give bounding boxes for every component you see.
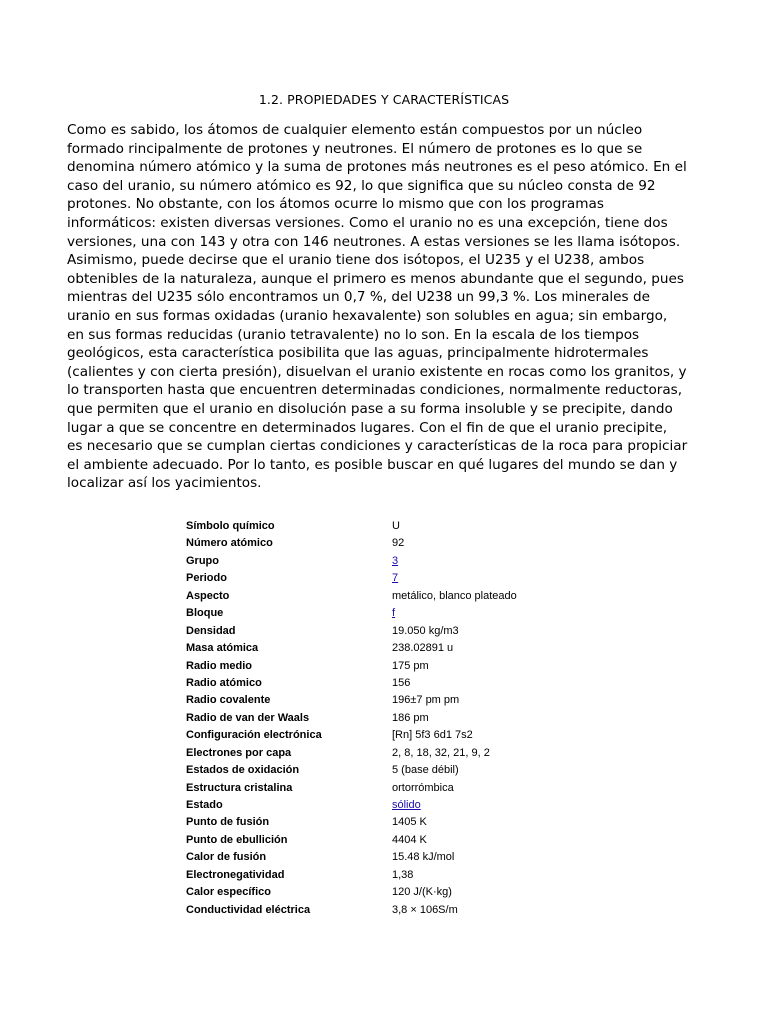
property-value: 238.02891 u: [392, 642, 454, 655]
property-label: Periodo: [186, 572, 227, 585]
property-row: [186, 849, 586, 866]
property-label: Estados de oxidación: [186, 764, 300, 777]
paragraph-line: en sus formas reducidas (uranio tetravalente) no lo son. En la escala de los tiempos: [67, 326, 640, 343]
property-value: 156: [392, 676, 411, 689]
property-value: 2, 8, 18, 32, 21, 9, 2: [392, 746, 490, 759]
property-label: Densidad: [186, 624, 236, 637]
property-value: [392, 570, 398, 587]
property-value: [Rn] 5f3 6d1 7s2: [392, 729, 473, 742]
property-row: [186, 640, 586, 657]
property-label: Radio covalente: [186, 694, 271, 707]
section-heading: 1.2. PROPIEDADES Y CARACTERÍSTICAS: [258, 92, 510, 107]
property-value: 4404 K: [392, 833, 427, 846]
property-row: [186, 745, 586, 762]
property-value: metálico, blanco plateado: [392, 589, 517, 602]
body-paragraph: [67, 121, 703, 493]
paragraph-line: Asimismo, puede decirse que el uranio tiene dos isótopos, el U235 y el U238, ambos: [67, 252, 645, 269]
property-value: 3,8 × 106S/m: [392, 903, 458, 916]
property-row: [186, 727, 586, 744]
property-value: U: [392, 520, 400, 532]
property-row: [186, 658, 586, 675]
paragraph-line: informáticos: existen diversas versiones. Como el uranio no es una excepción, tiene dos: [67, 214, 668, 231]
property-row: [186, 623, 586, 640]
property-label: Punto de fusión: [186, 816, 270, 829]
property-value: 92: [392, 537, 405, 550]
property-value: 19.050 kg/m3: [392, 624, 459, 637]
property-value-link[interactable]: sólido: [392, 799, 421, 811]
property-value-link[interactable]: 3: [392, 554, 399, 567]
property-value-link[interactable]: f: [392, 607, 396, 620]
property-label: Radio atómico: [186, 676, 262, 689]
property-row: [186, 814, 586, 831]
paragraph-line: denomina número atómico y la suma de protones más neutrones es el peso atómico. En el: [67, 159, 687, 176]
paragraph-line: caso del uranio, su número atómico es 92, lo que significa que su núcleo consta de 92: [67, 177, 656, 194]
paragraph-line: que permiten que el uranio en disolución pase a su forma insoluble y se precipite, dando: [67, 400, 673, 417]
property-row: [186, 553, 586, 570]
property-row: [186, 884, 586, 901]
property-label: Número atómico: [186, 537, 273, 550]
property-value: [392, 553, 398, 570]
paragraph-line: lo transporten hasta que encuentren determinadas condiciones, normalmente reductoras,: [67, 382, 683, 399]
property-row: [186, 692, 586, 709]
property-row: [186, 832, 586, 849]
paragraph-line: obtenibles de la naturaleza, aunque el primero es menos abundante que el segundo, pues: [67, 270, 684, 287]
paragraph-line: Como es sabido, los átomos de cualquier elemento están compuestos por un núcleo: [67, 122, 643, 138]
property-row: [186, 902, 586, 919]
paragraph-line: versiones, una con 143 y otra con 146 neutrones. A estas versiones se les llama isótopos.: [67, 233, 681, 250]
property-label: Configuración electrónica: [186, 729, 322, 742]
paragraph-line: geológicos, esta característica posibilita que las aguas, principalmente hidrotermales: [67, 345, 649, 362]
paragraph-line: lugar a que se concentre en determinados lugares. Con el fin de que el uranio precipite,: [67, 419, 668, 436]
property-value: 5 (base débil): [392, 764, 459, 777]
property-label: Grupo: [186, 554, 219, 567]
property-row: [186, 535, 586, 552]
property-label: Electrones por capa: [186, 746, 292, 759]
property-value: [392, 605, 395, 622]
paragraph-line: es necesario que se cumplan ciertas condiciones y características de la roca para propiciar: [67, 438, 688, 455]
property-value: 186 pm: [392, 711, 429, 724]
property-value: ortorrómbica: [392, 781, 454, 794]
property-label: Estructura cristalina: [186, 781, 293, 794]
property-value: 196±7 pm pm: [392, 694, 460, 707]
property-row: [186, 710, 586, 727]
property-label: Símbolo químico: [186, 520, 275, 532]
property-value: 175 pm: [392, 659, 429, 672]
property-value: 1,38: [392, 868, 414, 881]
paragraph-line: el ambiente adecuado. Por lo tanto, es posible buscar en qué lugares del mundo se dan y: [67, 456, 678, 473]
property-row: [186, 605, 586, 622]
property-label: Radio de van der Waals: [186, 711, 310, 724]
property-label: Conductividad eléctrica: [186, 903, 311, 916]
property-label: Radio medio: [186, 659, 253, 672]
property-row: [186, 570, 586, 587]
property-value: 1405 K: [392, 816, 427, 829]
paragraph-line: mientras del U235 sólo encontramos un 0,7 %, del U238 un 99,3 %. Los minerales de: [67, 289, 650, 306]
paragraph-line: formado rincipalmente de protones y neutrones. El número de protones es lo que se: [67, 140, 643, 157]
property-label: Electronegatividad: [186, 868, 285, 881]
property-row: [186, 797, 586, 814]
property-value: 15.48 kJ/mol: [392, 851, 455, 864]
property-label: Estado: [186, 799, 223, 811]
property-label: Calor de fusión: [186, 851, 267, 864]
paragraph-line: uranio en sus formas oxidadas (uranio hexavalente) son solubles en agua; sin embargo,: [67, 307, 668, 324]
paragraph-line: protones. No obstante, con los átomos ocurre lo mismo que con los programas: [67, 196, 604, 213]
property-row: [186, 762, 586, 779]
paragraph-line: localizar así los yacimientos.: [67, 475, 262, 492]
property-label: Masa atómica: [186, 642, 259, 655]
property-label: Punto de ebullición: [186, 833, 288, 846]
paragraph-line: (calientes y con cierta presión), disuelvan el uranio existente en rocas como los granitos, y: [67, 363, 687, 380]
property-row: [186, 780, 586, 797]
properties-table: [186, 518, 586, 919]
property-value: 120 J/(K·kg): [392, 886, 452, 899]
property-row: [186, 675, 586, 692]
property-row: [186, 867, 586, 884]
property-value-link[interactable]: 7: [392, 572, 399, 585]
property-value: [392, 797, 421, 814]
property-label: Aspecto: [186, 589, 230, 602]
property-row: [186, 588, 586, 605]
property-label: Bloque: [186, 607, 224, 620]
property-row: [186, 518, 586, 535]
property-label: Calor específico: [186, 886, 271, 899]
